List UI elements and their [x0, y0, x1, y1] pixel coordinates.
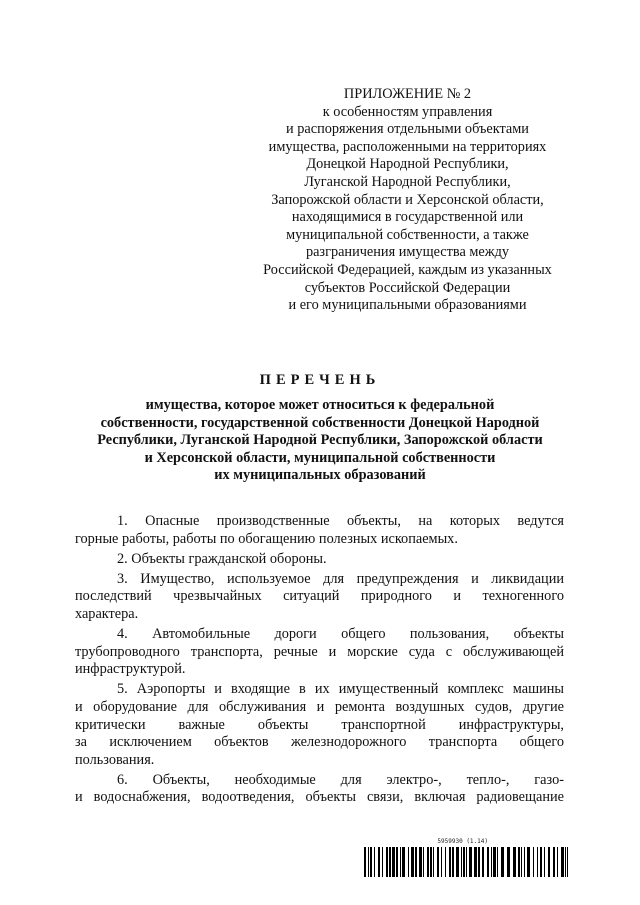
barcode-bar	[400, 847, 401, 877]
barcode-bar	[445, 847, 446, 877]
list-item-line: инфраструктурой.	[75, 661, 186, 678]
barcode-bar	[370, 847, 372, 877]
list-item	[75, 772, 564, 807]
subtitle-line: Республики, Луганской Народной Республики, Запорожской области	[97, 432, 543, 448]
barcode-bar	[537, 847, 538, 877]
appendix-line: и распоряжения отдельными объектами	[286, 121, 529, 138]
barcode-bar	[437, 847, 439, 877]
list-item-line: горные работы, работы по обогащению полезных ископаемых.	[75, 530, 458, 547]
list-item-line: пользования.	[75, 751, 155, 768]
appendix-line: имущества, расположенными на территориях	[268, 138, 547, 155]
barcode-bar	[368, 847, 369, 877]
barcode-bar	[533, 847, 534, 877]
barcode-bar	[423, 847, 424, 877]
barcode-bar	[441, 847, 442, 877]
barcode-bar	[433, 847, 434, 877]
list-item-line: 1. Опасные производственные объекты, на которых ведутся	[117, 513, 564, 529]
barcode-bar	[378, 847, 380, 877]
appendix-header	[250, 86, 565, 315]
appendix-line: Российской Федерацией, каждым из указанных	[263, 261, 552, 278]
document-subtitle	[60, 397, 580, 485]
list-item	[75, 513, 564, 548]
barcode-bar	[419, 847, 422, 877]
barcode-bar	[396, 847, 398, 877]
list-item	[75, 571, 564, 624]
barcode-bar	[524, 847, 525, 877]
document-title: ПЕРЕЧЕНЬ	[259, 372, 381, 388]
barcode-bar	[456, 847, 459, 877]
barcode-bar	[497, 847, 498, 877]
list-item-line: и оборудование для обслуживания и ремонта воздушных судов, другие	[75, 698, 564, 715]
appendix-line: субъектов Российской Федерации	[304, 279, 511, 296]
barcode-bar	[540, 847, 542, 877]
barcode-bar	[461, 847, 462, 877]
subtitle-line: собственности, государственной собственности Донецкой Народной	[100, 414, 540, 431]
barcode-code: 5959930 (1.14)	[437, 838, 488, 845]
list-item-line: 2. Объекты гражданской обороны.	[117, 550, 327, 567]
barcode-bar	[466, 847, 467, 877]
list-item-line: 3. Имущество, используемое для предупреждения и ликвидации	[117, 570, 564, 587]
barcode-bar	[415, 847, 417, 877]
appendix-line: Запорожской области и Херсонской области,	[271, 191, 544, 208]
barcode-bar	[521, 847, 522, 877]
barcode-bar	[567, 847, 568, 877]
list-item	[75, 551, 564, 569]
barcode-bar	[487, 847, 489, 877]
list-item-line: 4. Автомобильные дороги общего пользования, объекты	[117, 626, 564, 643]
barcode-bar	[544, 847, 545, 877]
barcode-bar	[382, 847, 383, 877]
barcode-bar	[408, 847, 409, 877]
barcode-bar	[374, 847, 375, 877]
appendix-line: Донецкой Народной Республики,	[306, 156, 509, 173]
subtitle-line: имущества, которое может относиться к федеральной	[145, 397, 495, 413]
barcode-bar	[501, 847, 504, 877]
barcode-bar	[449, 847, 451, 877]
barcode-block	[364, 838, 568, 877]
barcode-bar	[507, 847, 510, 877]
list-item	[75, 626, 564, 679]
appendix-line: к особенностям управления	[322, 103, 493, 120]
barcode-image	[364, 847, 568, 877]
barcode-bar	[493, 847, 496, 877]
barcode-bar	[527, 847, 530, 877]
appendix-line: Луганской Народной Республики,	[304, 173, 511, 190]
barcode-bar	[565, 847, 566, 877]
barcode-bar	[430, 847, 432, 877]
barcode-bar	[561, 847, 564, 877]
barcode-bar	[548, 847, 550, 877]
barcode-bar	[389, 847, 391, 877]
list-item-line: 5. Аэропорты и входящие в их имущественный комплекс машины	[117, 681, 564, 698]
appendix-line: разграничения имущества между	[305, 244, 510, 261]
list-item-line: и водоснабжения, водоотведения, объекты связи, включая радиовещание	[75, 789, 564, 806]
appendix-line: находящимися в государственной или	[291, 209, 524, 226]
list-item-line: последствий чрезвычайных ситуаций природного и техногенного	[75, 588, 564, 605]
barcode-bar	[491, 847, 492, 877]
appendix-line: и его муниципальными образованиями	[288, 297, 527, 314]
appendix-line: муниципальной собственности, а также	[286, 226, 529, 243]
subtitle-line: и Херсонской области, муниципальной собственности	[144, 449, 496, 466]
barcode-bar	[557, 847, 558, 877]
list-item	[75, 681, 564, 769]
barcode-bar	[518, 847, 520, 877]
barcode-bar	[478, 847, 480, 877]
barcode-bar	[474, 847, 477, 877]
barcode-bar	[411, 847, 414, 877]
list-item-line: 6. Объекты, необходимые для электро-, тепло-, газо-	[117, 771, 564, 788]
barcode-bar	[386, 847, 388, 877]
barcode-bar	[463, 847, 465, 877]
subtitle-line: их муниципальных образований	[214, 467, 426, 483]
barcode-bar	[427, 847, 429, 877]
barcode-bar	[553, 847, 555, 877]
barcode-bar	[402, 847, 405, 877]
barcode-bar	[364, 847, 366, 877]
list-item-line: трубопроводного транспорта, речные и морские суда с обслуживающей	[75, 643, 564, 660]
barcode-bar	[469, 847, 472, 877]
barcode-bar	[482, 847, 484, 877]
barcode-bar	[513, 847, 516, 877]
list-item-line: за исключением объектов железнодорожного транспорта общего	[75, 734, 564, 751]
list-item-line: характера.	[75, 605, 139, 622]
appendix-heading: ПРИЛОЖЕНИЕ № 2	[343, 86, 472, 102]
list-item-line: критически важные объекты транспортной инфраструктуры,	[75, 716, 564, 733]
barcode-bar	[452, 847, 454, 877]
item-list	[75, 513, 564, 810]
barcode-bar	[392, 847, 395, 877]
